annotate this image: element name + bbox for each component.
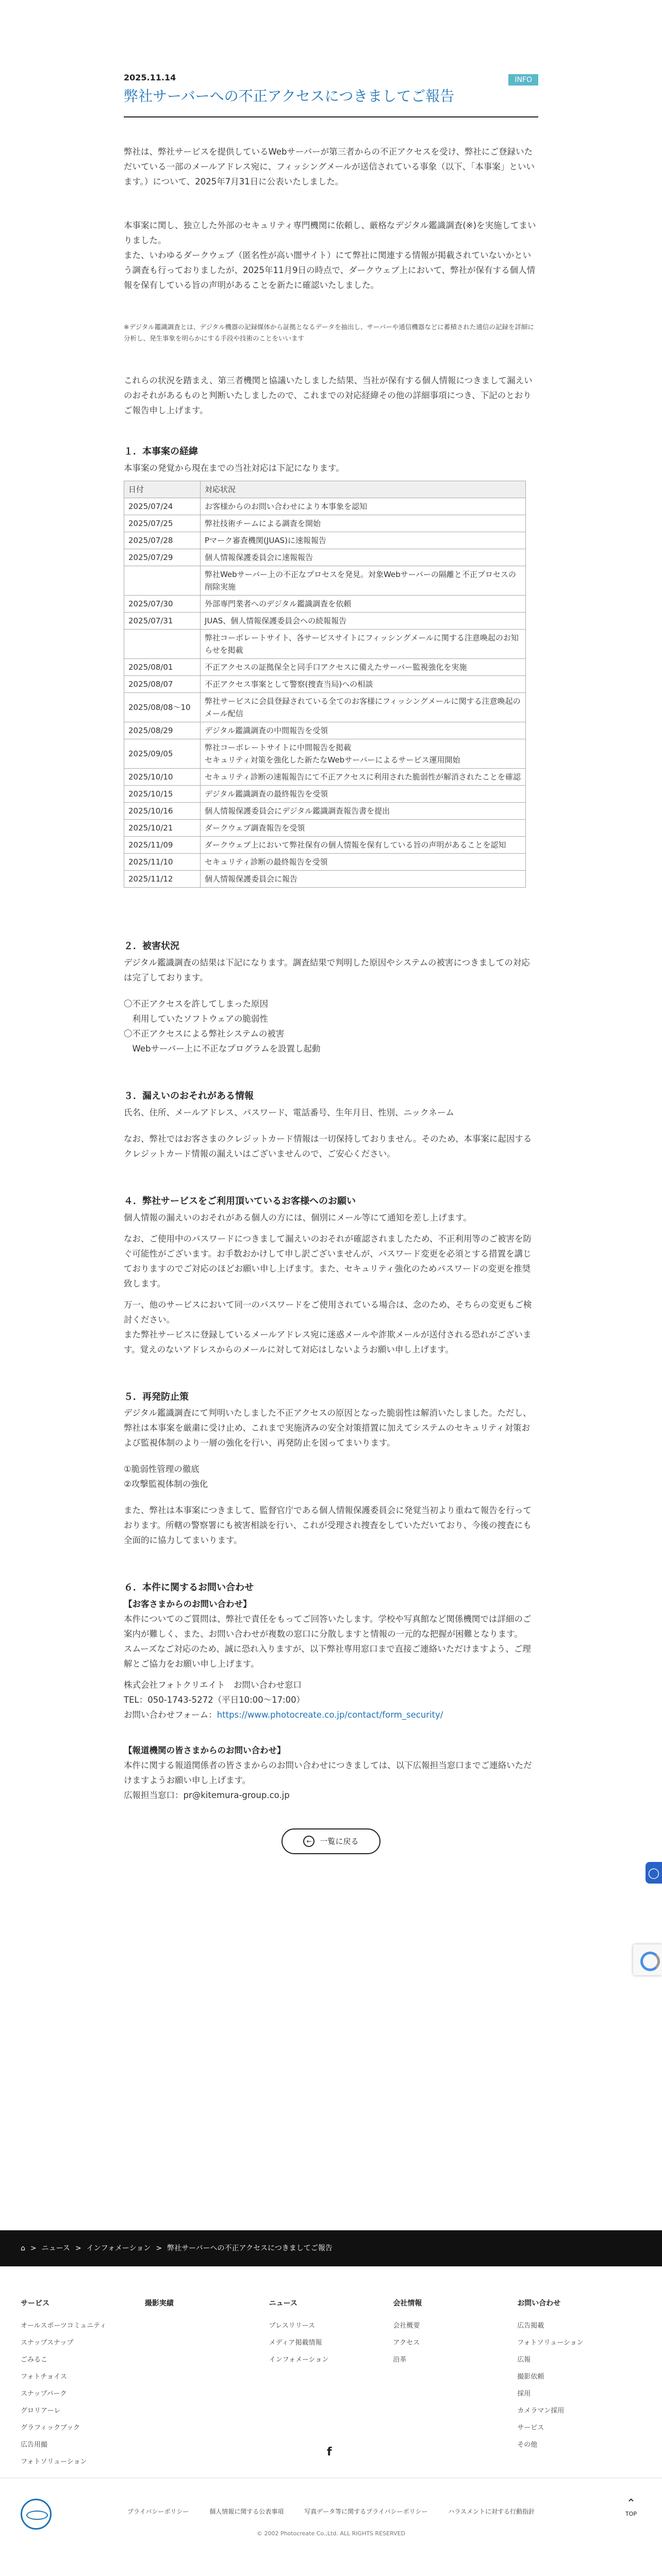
- footer-column-title[interactable]: ニュース: [269, 2299, 297, 2308]
- table-row: [124, 693, 526, 722]
- back-to-top-button[interactable]: [621, 2499, 641, 2519]
- row-status: デジタル鑑識調査の最終報告を受領: [201, 786, 526, 803]
- row-date: [124, 566, 201, 596]
- section3-heading: ３．漏えいのおそれがある情報: [124, 1090, 254, 1101]
- row-date: 2025/07/29: [124, 549, 201, 566]
- row-status: 不正アクセス事案として警察(捜査当局)への相談: [201, 676, 526, 693]
- footer-link[interactable]: アクセス: [393, 2338, 420, 2347]
- contact-tel: TEL：050-1743-5272（平日10:00〜17:00）: [124, 1695, 305, 1705]
- row-status: Pマーク審査機関(JUAS)に速報報告: [201, 532, 526, 549]
- table-row: [124, 515, 526, 532]
- news-article: [124, 72, 538, 1854]
- row-status: 弊社コーポレートサイト、各サービスサイトにフィッシングメールに関する注意喚起のお知らせを掲載: [201, 630, 526, 659]
- row-status: セキュリティ診断の最終報告を受領: [201, 854, 526, 871]
- footer-link-list: [269, 2317, 393, 2368]
- facebook-icon[interactable]: f: [327, 2446, 332, 2459]
- footer-column-title[interactable]: お問い合わせ: [517, 2299, 561, 2308]
- row-status: ダークウェブ上において弊社保有の個人情報を保有している旨の声明があることを認知: [201, 837, 526, 854]
- row-date: 2025/11/12: [124, 871, 201, 888]
- breadcrumb-separator: >: [30, 2244, 37, 2252]
- section6-heading: ６．本件に関するお問い合わせ: [124, 1582, 254, 1594]
- row-date: 2025/08/01: [124, 659, 201, 676]
- investigation-paragraph: 本事案に関し、独立した外部のセキュリティ専門機関に依頼し、厳格なデジタル鑑識調査(※)を実施してまいりました。: [124, 221, 536, 246]
- contact-name: 株式会社フォトクリエイト お問い合わせ窓口: [124, 1680, 302, 1690]
- footer-link[interactable]: サービス: [517, 2424, 544, 2432]
- column-header-status: 対応状況: [201, 481, 526, 498]
- footer-column-title[interactable]: サービス: [21, 2299, 49, 2308]
- contact-form-label: お問い合わせフォーム：: [124, 1710, 217, 1720]
- back-to-list-label: 一覧に戻る: [320, 1837, 359, 1846]
- section1-heading: １．本事案の経緯: [124, 446, 198, 457]
- footer-column-title[interactable]: 撮影実績: [144, 2299, 174, 2308]
- category-tag: INFO: [508, 74, 538, 86]
- breadcrumb-current: 弊社サーバーへの不正アクセスにつきましてご報告: [167, 2244, 333, 2252]
- row-status: 個人情報保護委員会にデジタル鑑識調査報告書を提出: [201, 803, 526, 820]
- row-status: 個人情報保護委員会に速報報告: [201, 549, 526, 566]
- privacy-policy-link[interactable]: プライバシーポリシー: [127, 2508, 189, 2515]
- row-date: 2025/08/29: [124, 722, 201, 739]
- table-row: [124, 820, 526, 837]
- credit-card-note: なお、弊社ではお客さまのクレジットカード情報は一切保持しておりません。そのため、本事案に起因するクレジットカード情報の漏えいはございませんので、ご安心ください。: [124, 1133, 532, 1159]
- table-row: [124, 659, 526, 676]
- cause-detail: 利用していたソフトウェアの脆弱性: [124, 1013, 268, 1024]
- table-row: [124, 854, 526, 871]
- article-date: 2025.11.14: [124, 73, 176, 82]
- recaptcha-badge[interactable]: [633, 1944, 662, 1975]
- row-date: 2025/10/16: [124, 803, 201, 820]
- section4-p3: 万一、他のサービスにおいて同一のパスワードをご使用されている場合は、念のため、そちらの変更もご検討ください。: [124, 1299, 532, 1325]
- footnote: ※デジタル鑑識調査とは、デジタル機器の記録媒体から証拠となるデータを抽出し、サーバーや通信機器などに蓄積された通信の記録を詳細に分析し、発生事象を明らかにする手段や技術のことをいいます: [124, 323, 534, 343]
- breadcrumb-news[interactable]: ニュース: [41, 2244, 70, 2252]
- section1-lead: 本事案の発覚から現在までの当社対応は下記になります。: [124, 463, 344, 473]
- footer-link[interactable]: 撮影依頼: [517, 2372, 544, 2381]
- footer-link[interactable]: フォトチョイス: [21, 2372, 67, 2381]
- row-status: 弊社技術チームによる調査を開始: [201, 515, 526, 532]
- row-status: 不正アクセスの証拠保全と同手口アクセスに備えたサーバー監視強化を実施: [201, 659, 526, 676]
- footer-link[interactable]: 広告用撮: [21, 2441, 48, 2449]
- timeline-table: [124, 481, 526, 888]
- footer-link[interactable]: スナップパーク: [21, 2389, 67, 2398]
- footer-link-list: [393, 2317, 517, 2368]
- footer-link[interactable]: 沿革: [393, 2355, 407, 2364]
- row-date: 2025/07/31: [124, 613, 201, 630]
- breadcrumb-separator: >: [75, 2244, 81, 2252]
- measure-item-2: ②攻撃監視体制の強化: [124, 1479, 208, 1489]
- breadcrumb-information[interactable]: インフォメーション: [86, 2244, 151, 2252]
- cause-item: 〇不正アクセスを許してしまった原因: [124, 998, 269, 1009]
- table-row: [124, 532, 526, 549]
- measure-item-1: ①脆弱性管理の徹底: [124, 1464, 200, 1475]
- footer-link[interactable]: 広告掲載: [517, 2321, 544, 2330]
- press-contact: 広報担当窓口：pr@kitemura-group.co.jp: [124, 1790, 290, 1801]
- damage-detail: Webサーバー上に不正なプログラムを設置し起動: [124, 1043, 321, 1054]
- footer-link[interactable]: 採用: [517, 2389, 531, 2398]
- footer-bottom: [0, 2478, 662, 2576]
- copyright: © 2002 Photocreate Co.,Ltd. ALL RIGHTS RESERVED: [256, 2530, 406, 2537]
- footer-column: [145, 2297, 269, 2470]
- page-title: 弊社サーバーへの不正アクセスにつきましてご報告: [124, 86, 538, 117]
- footer-column: [21, 2297, 145, 2470]
- back-button-wrap: [124, 1828, 538, 1854]
- row-date: 2025/11/10: [124, 854, 201, 871]
- breadcrumb: [0, 2230, 662, 2266]
- row-status: JUAS、個人情報保護委員会への続報報告: [201, 613, 526, 630]
- footer-link[interactable]: 広報: [517, 2355, 531, 2364]
- footer: [0, 2266, 662, 2576]
- table-row: [124, 498, 526, 515]
- section4-p2: なお、ご使用中のパスワードにつきまして漏えいのおそれが確認されましたため、不正利用等のご被害を防ぐ可能性がございます。お手数おかけして申し訳ございませんが、パスワード変更を必須とする措置を講じておりますのでご対応のほどお願い申し上げます。また、セキュリティ強化のためパスワードの変更を推奨致します。: [124, 1233, 532, 1289]
- section6-p3: 本件に関する報道関係者の皆さまからのお問い合わせにつきましては、以下広報担当窓口までご連絡いただけますようお願い申し上げます。: [124, 1760, 532, 1786]
- footer-link[interactable]: ごみるこ: [21, 2355, 48, 2364]
- table-row: [124, 739, 526, 769]
- press-inquiry-title: 【報道機関の皆さまからのお問い合わせ】: [124, 1745, 286, 1756]
- table-row: [124, 596, 526, 613]
- footer-link-list: [21, 2317, 145, 2470]
- footer-link[interactable]: オールスポーツコミュニティ: [21, 2321, 107, 2330]
- footer-link[interactable]: グロリアーレ: [21, 2406, 61, 2415]
- footer-column: [393, 2297, 517, 2470]
- table-row: [124, 871, 526, 888]
- table-row: [124, 630, 526, 659]
- footer-link[interactable]: メディア掲載情報: [269, 2338, 322, 2347]
- section4-p4: また弊社サービスに登録しているメールアドレス宛に迷惑メールや詐欺メールが送付される恐れがございます。覚えのないアドレスからのメールに対して対応はしないようお願い申し上げます。: [124, 1329, 532, 1354]
- row-status: 個人情報保護委員会に報告: [201, 871, 526, 888]
- harassment-policy-link[interactable]: ハラスメントに対する行動指針: [448, 2508, 535, 2515]
- section4-heading: ４．弊社サービスをご利用頂いているお客様へのお願い: [124, 1195, 356, 1207]
- section4-p1: 個人情報の漏えいのおそれがある個人の方には、個別にメール等にて通知を差し上げます。: [124, 1212, 472, 1223]
- footer-column-title[interactable]: 会社情報: [393, 2299, 422, 2308]
- row-date: 2025/07/25: [124, 515, 201, 532]
- footer-column: [517, 2297, 641, 2470]
- row-status: ダークウェブ調査報告を受領: [201, 820, 526, 837]
- home-icon[interactable]: ⌂: [21, 2244, 25, 2252]
- footer-link[interactable]: フォトソリューション: [517, 2338, 584, 2347]
- section5-p1: デジタル鑑識調査にて判明いたしました不正アクセスの原因となった脆弱性は解消いたしました。ただし、弊社は本事案を厳粛に受け止め、これまで実施済みの安全対策措置に加えてシステムのセキュリティ対策および監視体制のより一層の強化を行い、再発防止を図ってまいります。: [124, 1408, 532, 1448]
- footer-links: [0, 2506, 662, 2517]
- summary-paragraph: これらの状況を踏まえ、第三者機関と協議いたしました結果、当社が保有する個人情報につきまして漏えいのおそれがあるものと判断いたしましたので、これまでの対応経緯その他の詳細事項につき、下記のとおりご報告申し上げます。: [124, 376, 533, 416]
- footer-link[interactable]: インフォメーション: [269, 2355, 329, 2364]
- row-status: 弊社コーポレートサイトに中間報告を掲載 セキュリティ対策を強化した新たなWebサーバーによるサービス運用開始: [201, 739, 526, 769]
- footer-link[interactable]: カメラマン採用: [517, 2406, 565, 2415]
- row-status: 外部専門業者へのデジタル鑑識調査を依頼: [201, 596, 526, 613]
- footer-link-list: [517, 2317, 641, 2453]
- row-status: 弊社Webサーバー上の不正なプロセスを発見。対象Webサーバーの隔離と不正プロセスの削除実施: [201, 566, 526, 596]
- table-row: [124, 566, 526, 596]
- leaked-info-list: 氏名、住所、メールアドレス、パスワード、電話番号、生年月日、性別、ニックネーム: [124, 1107, 454, 1117]
- footer-link[interactable]: プレスリリース: [269, 2321, 316, 2330]
- footer-link[interactable]: フォトソリューション: [21, 2458, 87, 2466]
- damage-item: 〇不正アクセスによる弊社システムの被害: [124, 1028, 285, 1039]
- table-row: [124, 803, 526, 820]
- table-row: [124, 769, 526, 786]
- chevron-up-icon: ⌃: [626, 2497, 636, 2510]
- row-date: 2025/07/24: [124, 498, 201, 515]
- section6-p1: 本件についてのご質問は、弊社で責任をもってご回答いたします。学校や写真館など関係機関では詳細のご案内が難しく、また、お問い合わせが複数の窓口に分散しますと情報の一元的な把握が困難となります。: [124, 1614, 532, 1639]
- section2-lead: デジタル鑑識調査の結果は下記になります。調査結果で判明した原因やシステムの被害につきましての対応は完了しております。: [124, 957, 530, 982]
- timeline-body: [124, 498, 526, 888]
- row-date: 2025/10/21: [124, 820, 201, 837]
- intro-paragraph: 弊社は、弊社サービスを提供しているWebサーバーが第三者からの不正アクセスを受け、弊社にご登録いただいている一部のメールアドレス宛に、フィッシングメールが送信されている事象（以下、「本事案」といいます。）について、2025年7月31日に公表いたしました。: [124, 147, 535, 187]
- row-date: 2025/07/28: [124, 532, 201, 549]
- footer-link[interactable]: グラフィックブック: [21, 2424, 80, 2432]
- table-row: [124, 613, 526, 630]
- arrow-left-icon: ←: [303, 1836, 315, 1847]
- table-row: [124, 786, 526, 803]
- section2-heading: ２．被害状況: [124, 941, 179, 952]
- row-date: 2025/07/30: [124, 596, 201, 613]
- accessibility-icon[interactable]: ◯: [646, 1862, 662, 1884]
- section5-p2: また、弊社は本事案につきまして、監督官庁である個人情報保護委員会に発覚当初より重ねて報告を行っております。所轄の警察署にも被害相談を行い、これが受理され捜査をしていただいており、今後の捜査にも全面的に協力してまいります。: [124, 1505, 532, 1546]
- row-date: 2025/10/10: [124, 769, 201, 786]
- row-date: 2025/09/05: [124, 739, 201, 769]
- table-row: [124, 837, 526, 854]
- table-header-row: [124, 481, 526, 498]
- contact-form-line: [124, 1707, 538, 1722]
- row-status: セキュリティ診断の速報報告にて不正アクセスに利用された脆弱性が解消されたことを確認: [201, 769, 526, 786]
- column-header-date: 日付: [124, 481, 201, 498]
- contact-form-link[interactable]: https://www.photocreate.co.jp/contact/form_security/: [217, 1710, 443, 1720]
- section6-p2: スムーズなご対応のため、誠に恐れ入りますが、以下弊社専用窓口まで直接ご連絡いただけますよう、ご理解とご協力をお願い申し上げます。: [124, 1644, 531, 1669]
- breadcrumb-separator: >: [156, 2244, 162, 2252]
- row-status: デジタル鑑識調査の中間報告を受領: [201, 722, 526, 739]
- row-date: 2025/11/09: [124, 837, 201, 854]
- photo-privacy-link[interactable]: 写真データ等に関するプライバシーポリシー: [304, 2508, 428, 2515]
- back-to-top-label: TOP: [625, 2511, 637, 2517]
- darkweb-paragraph: また、いわゆるダークウェブ（匿名性が高い闇サイト）にて弊社に関連する情報が掲載されていないかという調査も行っておりましたが、2025年11月9日の時点で、ダークウェブ上において、弊社が保有する個人情報を保有している旨の声明があることを新たに確認いたしました。: [124, 250, 536, 291]
- row-date: 2025/08/08〜10: [124, 693, 201, 722]
- disclosure-link[interactable]: 個人情報に関する公表事項: [209, 2508, 284, 2515]
- back-to-list-button[interactable]: [282, 1828, 380, 1854]
- footer-link[interactable]: スナップスナップ: [21, 2338, 74, 2347]
- row-date: 2025/08/07: [124, 676, 201, 693]
- footer-link[interactable]: 会社概要: [393, 2321, 420, 2330]
- table-row: [124, 676, 526, 693]
- row-date: 2025/10/15: [124, 786, 201, 803]
- section5-heading: ５．再発防止策: [124, 1391, 189, 1402]
- row-status: お客様からのお問い合わせにより本事象を認知: [201, 498, 526, 515]
- footer-link[interactable]: その他: [517, 2441, 538, 2449]
- table-row: [124, 549, 526, 566]
- customer-inquiry-title: 【お客さまからのお問い合わせ】: [124, 1599, 252, 1609]
- row-date: [124, 630, 201, 659]
- table-row: [124, 722, 526, 739]
- row-status: 弊社サービスに会員登録されている全てのお客様にフィッシングメールに関する注意喚起のメール配信: [201, 693, 526, 722]
